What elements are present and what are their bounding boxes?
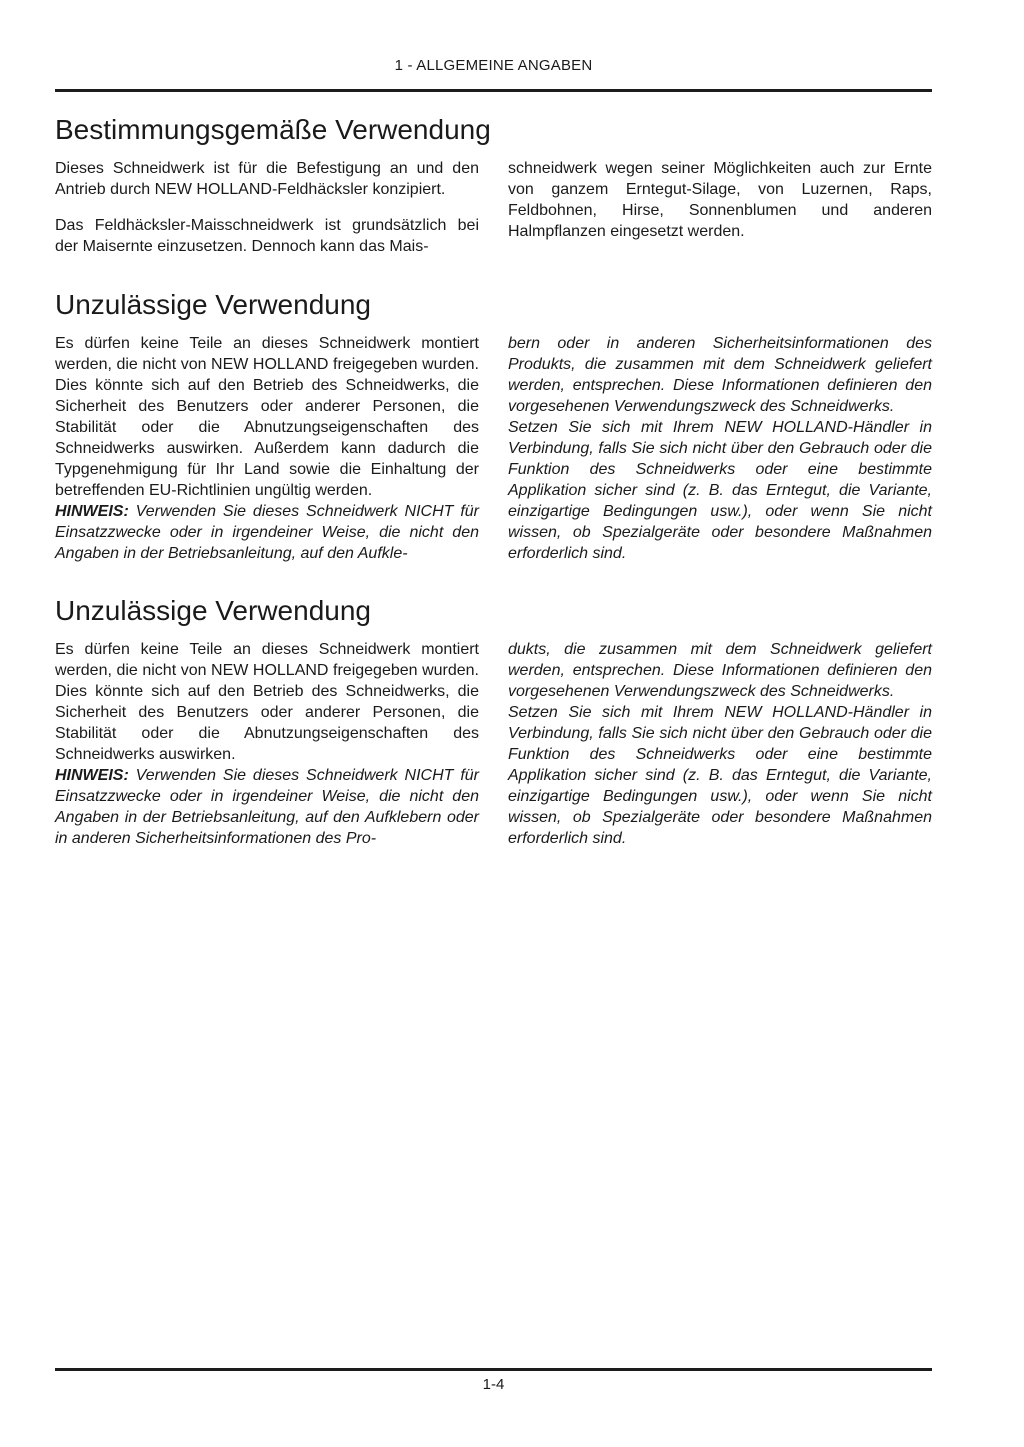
two-column-text xyxy=(55,158,932,257)
paragraph: Es dürfen keine Teile an dieses Schneidwerk montiert werden, die nicht von NEW HOLLAND freigegeben wurden. Dies könnte sich auf den Betrieb des Schneidwerks, die Sicherheit des Benutzers oder anderer Personen, die Stabilität oder die Abnutzungseigenschaften des Schneidwerks auswirken. xyxy=(55,641,479,763)
page-footer xyxy=(0,1368,1024,1393)
header-rule xyxy=(55,89,932,92)
two-column-text xyxy=(55,639,932,849)
paragraph: Das Feldhäcksler-Maisschneidwerk ist grundsätzlich bei der Maisernte einzusetzen. Dennoch kann das Mais- xyxy=(55,217,479,255)
two-column-text xyxy=(55,333,932,573)
page-content xyxy=(55,113,932,849)
text-column-left xyxy=(55,333,479,573)
paragraph: schneidwerk wegen seiner Möglichkeiten auch zur Ernte von ganzem Erntegut-Silage, von Luzernen, Raps, Feldbohnen, Hirse, Sonnenblumen und anderen Halmpflanzen eingesetzt werden. xyxy=(508,160,932,240)
section xyxy=(55,594,932,849)
text-column-right xyxy=(508,158,932,257)
note-lead-label: HINWEIS: xyxy=(55,767,129,784)
text-column-right xyxy=(508,639,932,849)
chapter-header-title: 1 - ALLGEMEINE ANGABEN xyxy=(394,57,593,74)
paragraph: Dieses Schneidwerk ist für die Befestigung an und den Antrieb durch NEW HOLLAND-Feldhäcksler konzipiert. xyxy=(55,160,479,198)
section xyxy=(55,288,932,573)
footer-rule xyxy=(55,1368,932,1371)
text-column-left xyxy=(55,639,479,849)
page-header xyxy=(0,0,1024,92)
section-title: Unzulässige Verwendung xyxy=(55,289,371,320)
paragraph: bern oder in anderen Sicherheitsinformationen des Produkts, die zusammen mit dem Schneidwerk geliefert werden, entsprechen. Diese Informationen definieren den vorgesehenen Verwendungszweck des Schneidwerks. xyxy=(508,335,932,415)
section-title: Unzulässige Verwendung xyxy=(55,595,371,626)
paragraph: Setzen Sie sich mit Ihrem NEW HOLLAND-Händler in Verbindung, falls Sie sich nicht über den Gebrauch oder die Funktion des Schneidwerks oder eine bestimmte Applikation sicher sind (z. B. das Erntegut, die Variante, einzigartige Bedingungen usw.), oder wenn Sie nicht wissen, ob Spezialgeräte oder besondere Maßnahmen erforderlich sind. xyxy=(508,419,932,562)
text-column-right xyxy=(508,333,932,573)
note-paragraph: HINWEIS: Verwenden Sie dieses Schneidwerk NICHT für Einsatzzwecke oder in irgendeiner Weise, die nicht den Angaben in der Betriebsanleitung, auf den Aufkle- xyxy=(55,503,479,562)
section-title: Bestimmungsgemäße Verwendung xyxy=(55,114,491,145)
paragraph: dukts, die zusammen mit dem Schneidwerk geliefert werden, entsprechen. Diese Informationen definieren den vorgesehenen Verwendungszweck des Schneidwerks. xyxy=(508,641,932,700)
paragraph: Setzen Sie sich mit Ihrem NEW HOLLAND-Händler in Verbindung, falls Sie sich nicht über den Gebrauch oder die Funktion des Schneidwerks oder eine bestimmte Applikation sicher sind (z. B. das Erntegut, die Variante, einzigartige Bedingungen usw.), oder wenn Sie nicht wissen, ob Spezialgeräte oder besondere Maßnahmen erforderlich sind. xyxy=(508,704,932,847)
note-lead-label: HINWEIS: xyxy=(55,503,129,520)
text-column-left xyxy=(55,158,479,257)
paragraph: Es dürfen keine Teile an dieses Schneidwerk montiert werden, die nicht von NEW HOLLAND freigegeben wurden. Dies könnte sich auf den Betrieb des Schneidwerks, die Sicherheit des Benutzers oder anderer Personen, die Stabilität oder die Abnutzungseigenschaften des Schneidwerks auswirken. Außerdem kann dadurch die Typgenehmigung für Ihr Land sowie die Einhaltung der betreffenden EU-Richtlinien ungültig werden. xyxy=(55,335,479,499)
section xyxy=(55,113,932,257)
note-paragraph: HINWEIS: Verwenden Sie dieses Schneidwerk NICHT für Einsatzzwecke oder in irgendeiner Weise, die nicht den Angaben in der Betriebsanleitung, auf den Aufklebern oder in anderen Sicherheitsinformationen des Pro- xyxy=(55,767,479,847)
page-number: 1-4 xyxy=(482,1376,505,1393)
